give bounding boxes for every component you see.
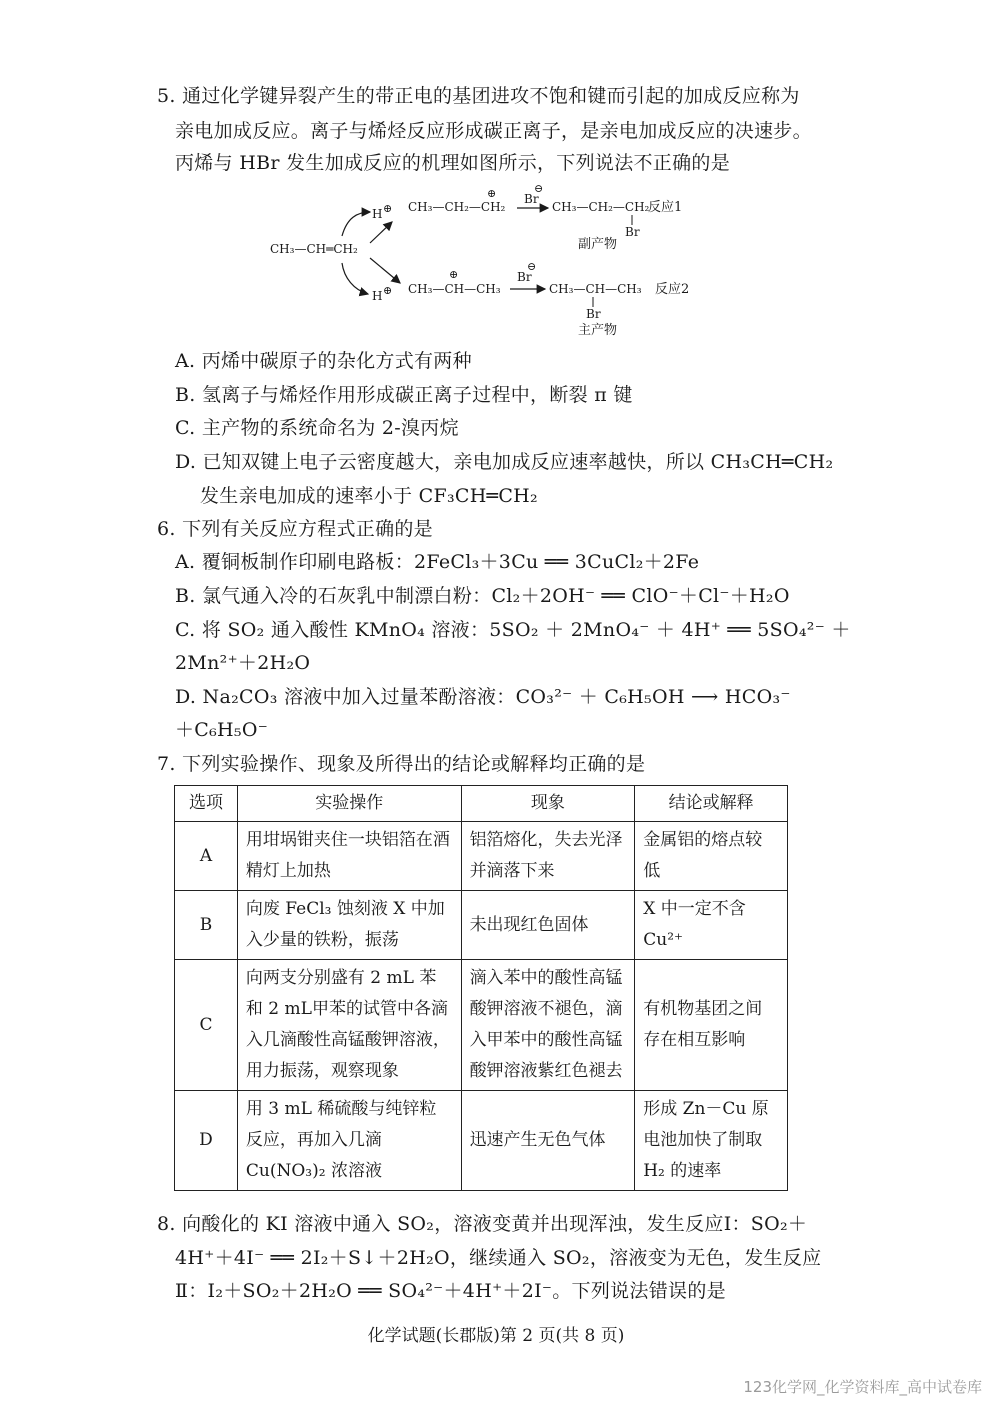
row-operation: 用坩埚钳夹住一块铝箔在酒精灯上加热 [237,822,461,891]
row-option: C [175,960,238,1091]
q6-option-d-line2: ＋C₆H₅O⁻ [175,719,269,741]
r1-br: Br [625,225,640,239]
plus-charge-icon: ⊕ [383,202,393,215]
r1-product: CH₃—CH₂—CH₂ [552,200,650,214]
page-footer: 化学试题(长郡版)第 2 页(共 8 页) [367,1326,625,1346]
row-option: D [175,1091,238,1191]
q8-stem-line1: 8. 向酸化的 KI 溶液中通入 SO₂，溶液变黄并出现浑浊，发生反应Ⅰ：SO₂＋ [157,1213,808,1235]
curved-arrow-up [342,212,370,236]
r1-note: 副产物 [578,237,618,252]
experiment-table [174,785,788,1191]
table-row [175,1091,788,1191]
header-phenomenon: 现象 [461,786,635,822]
row-phenomenon: 滴入苯中的酸性高锰酸钾溶液不褪色，滴入甲苯中的酸性高锰酸钾溶液紫红色褪去 [461,960,635,1091]
q8-stem-line3: Ⅱ：I₂＋SO₂＋2H₂O ══ SO₄²⁻＋4H⁺＋2I⁻。下列说法错误的是 [175,1280,726,1302]
plus-charge-icon: ⊕ [487,187,497,200]
row-operation: 向两支分别盛有 2 mL 苯和 2 mL甲苯的试管中各滴入几滴酸性高锰酸钾溶液，用力振荡，观察现象 [237,960,461,1091]
header-option: 选项 [175,786,238,822]
row-operation: 向废 FeCl₃ 蚀刻液 X 中加入少量的铁粉，振荡 [237,891,461,960]
minus-charge-icon: ⊖ [534,182,544,195]
q7-stem: 7. 下列实验操作、现象及所得出的结论或解释均正确的是 [157,753,646,775]
table-row [175,891,788,960]
reactant-formula: CH₃—CH═CH₂ [270,242,358,256]
plus-charge-icon: ⊕ [383,284,393,297]
q5-option-a: A. 丙烯中碳原子的杂化方式有两种 [175,350,472,372]
q6-option-c-line2: 2Mn²⁺＋2H₂O [175,652,311,674]
header-operation: 实验操作 [237,786,461,822]
q6-option-a: A. 覆铜板制作印刷电路板：2FeCl₃＋3Cu ══ 3CuCl₂＋2Fe [175,551,700,573]
table-row [175,822,788,891]
q8-stem-line2: 4H⁺＋4I⁻ ══ 2I₂＋S↓＋2H₂O，继续通入 SO₂，溶液变为无色，发生反应 [175,1247,822,1269]
q5-option-b: B. 氢离子与烯烃作用形成碳正离子过程中，断裂 π 键 [175,384,633,406]
q6-option-d-line1: D. Na₂CO₃ 溶液中加入过量苯酚溶液：CO₃²⁻ ＋ C₆H₅OH ⟶ HCO₃⁻ [175,686,791,708]
q6-stem: 6. 下列有关反应方程式正确的是 [157,518,433,540]
q5-stem-line2: 亲电加成反应。离子与烯烃反应形成碳正离子，是亲电加成反应的决速步。 [175,120,812,142]
mechanism-diagram [262,178,732,348]
plus-charge-icon: ⊕ [449,268,459,281]
q5-option-c: C. 主产物的系统命名为 2-溴丙烷 [175,417,459,439]
q5-stem-line1: 5. 通过化学键异裂产生的带正电的基团进攻不饱和键而引起的加成反应称为 [157,85,800,107]
row-option: A [175,822,238,891]
r1-br-minus: Br [524,192,539,206]
q5-option-d-line2: 发生亲电加成的速率小于 CF₃CH═CH₂ [200,485,538,507]
r1-cation: CH₃—CH₂—CH₂ [408,200,506,214]
r2-cation: CH₃—CH—CH₃ [408,282,501,296]
h-plus-top: H [372,207,383,221]
curved-arrow-down [342,263,368,294]
minus-charge-icon: ⊖ [527,260,537,273]
branch-arrow-up [370,222,392,243]
watermark: 123化学网_化学资料库_高中试卷库 [743,1378,982,1396]
r2-note: 主产物 [578,323,618,338]
r2-label: 反应2 [655,282,690,297]
r2-br: Br [586,307,601,321]
q6-option-b: B. 氯气通入冷的石灰乳中制漂白粉：Cl₂＋2OH⁻ ══ ClO⁻＋Cl⁻＋H₂O [175,585,790,607]
row-option: B [175,891,238,960]
row-operation: 用 3 mL 稀硫酸与纯锌粒反应，再加入几滴 Cu(NO₃)₂ 浓溶液 [237,1091,461,1191]
branch-arrow-down [370,258,400,283]
q5-stem-line3: 丙烯与 HBr 发生加成反应的机理如图所示，下列说法不正确的是 [175,152,730,174]
row-phenomenon: 迅速产生无色气体 [461,1091,635,1191]
row-phenomenon: 铝箔熔化，失去光泽并滴落下来 [461,822,635,891]
table-header-row [175,786,788,822]
header-conclusion: 结论或解释 [635,786,788,822]
h-plus-bottom: H [372,289,383,303]
q6-option-c-line1: C. 将 SO₂ 通入酸性 KMnO₄ 溶液：5SO₂ ＋ 2MnO₄⁻ ＋ 4H⁺ ══ 5SO₄²⁻ ＋ [175,619,851,641]
row-phenomenon: 未出现红色固体 [461,891,635,960]
r2-product: CH₃—CH—CH₃ [549,282,642,296]
row-conclusion: 金属铝的熔点较低 [635,822,788,891]
row-conclusion: X 中一定不含 Cu²⁺ [635,891,788,960]
r1-label: 反应1 [648,200,683,215]
table-row [175,960,788,1091]
row-conclusion: 有机物基团之间存在相互影响 [635,960,788,1091]
r2-br-minus: Br [517,270,532,284]
q5-option-d-line1: D. 已知双键上电子云密度越大，亲电加成反应速率越快，所以 CH₃CH═CH₂ [175,451,834,473]
row-conclusion: 形成 Zn－Cu 原电池加快了制取 H₂ 的速率 [635,1091,788,1191]
